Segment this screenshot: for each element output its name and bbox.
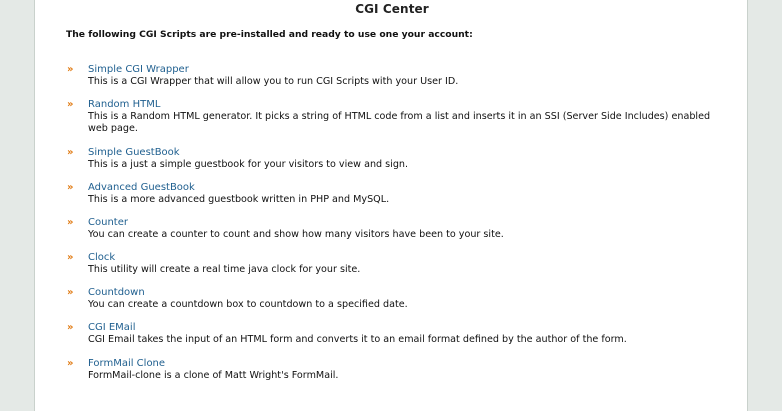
list-item-countdown <box>66 287 726 311</box>
cgi-script-list <box>66 64 726 393</box>
simple-cgi-wrapper-description: This is a CGI Wrapper that will allow you to run CGI Scripts with your User ID. <box>88 76 459 87</box>
counter-description: You can create a counter to count and show how many visitors have been to your site. <box>88 229 504 240</box>
content-panel <box>34 0 748 411</box>
list-item-counter <box>66 217 726 241</box>
counter-link[interactable]: Counter <box>88 217 128 228</box>
list-item-advanced-guestbook <box>66 182 726 206</box>
list-item-cgi-email <box>66 322 726 346</box>
double-chevron-right-icon: » <box>67 99 74 110</box>
intro-text: The following CGI Scripts are pre-installed and ready to use one your account: <box>66 29 473 40</box>
simple-guestbook-link[interactable]: Simple GuestBook <box>88 147 180 158</box>
double-chevron-right-icon: » <box>67 182 74 193</box>
double-chevron-right-icon: » <box>67 287 74 298</box>
countdown-description: You can create a countdown box to countdown to a specified date. <box>88 299 408 310</box>
advanced-guestbook-description: This is a more advanced guestbook written in PHP and MySQL. <box>88 194 390 205</box>
cgi-email-link[interactable]: CGI EMail <box>88 322 136 333</box>
double-chevron-right-icon: » <box>67 147 74 158</box>
simple-guestbook-description: This is a just a simple guestbook for your visitors to view and sign. <box>88 159 409 170</box>
double-chevron-right-icon: » <box>67 217 74 228</box>
random-html-link[interactable]: Random HTML <box>88 99 161 110</box>
list-item-clock <box>66 252 726 276</box>
page-title: CGI Center <box>355 2 429 16</box>
list-item-formmail-clone <box>66 358 726 382</box>
cgi-email-description: CGI Email takes the input of an HTML form and converts it to an email format defined by the author of the form. <box>88 334 627 345</box>
list-item-simple-cgi-wrapper <box>66 64 726 88</box>
random-html-description: This is a Random HTML generator. It picks a string of HTML code from a list and inserts it in an SSI (Server Side Includes) enabled web page. <box>88 111 711 134</box>
clock-link[interactable]: Clock <box>88 252 116 263</box>
double-chevron-right-icon: » <box>67 252 74 263</box>
formmail-clone-link[interactable]: FormMail Clone <box>88 358 166 369</box>
clock-description: This utility will create a real time java clock for your site. <box>88 264 361 275</box>
formmail-clone-description: FormMail-clone is a clone of Matt Wright's FormMail. <box>88 370 339 381</box>
list-item-simple-guestbook <box>66 147 726 171</box>
double-chevron-right-icon: » <box>67 64 74 75</box>
simple-cgi-wrapper-link[interactable]: Simple CGI Wrapper <box>88 64 189 75</box>
list-item-random-html <box>66 99 726 135</box>
advanced-guestbook-link[interactable]: Advanced GuestBook <box>88 182 195 193</box>
double-chevron-right-icon: » <box>67 322 74 333</box>
countdown-link[interactable]: Countdown <box>88 287 145 298</box>
double-chevron-right-icon: » <box>67 358 74 369</box>
